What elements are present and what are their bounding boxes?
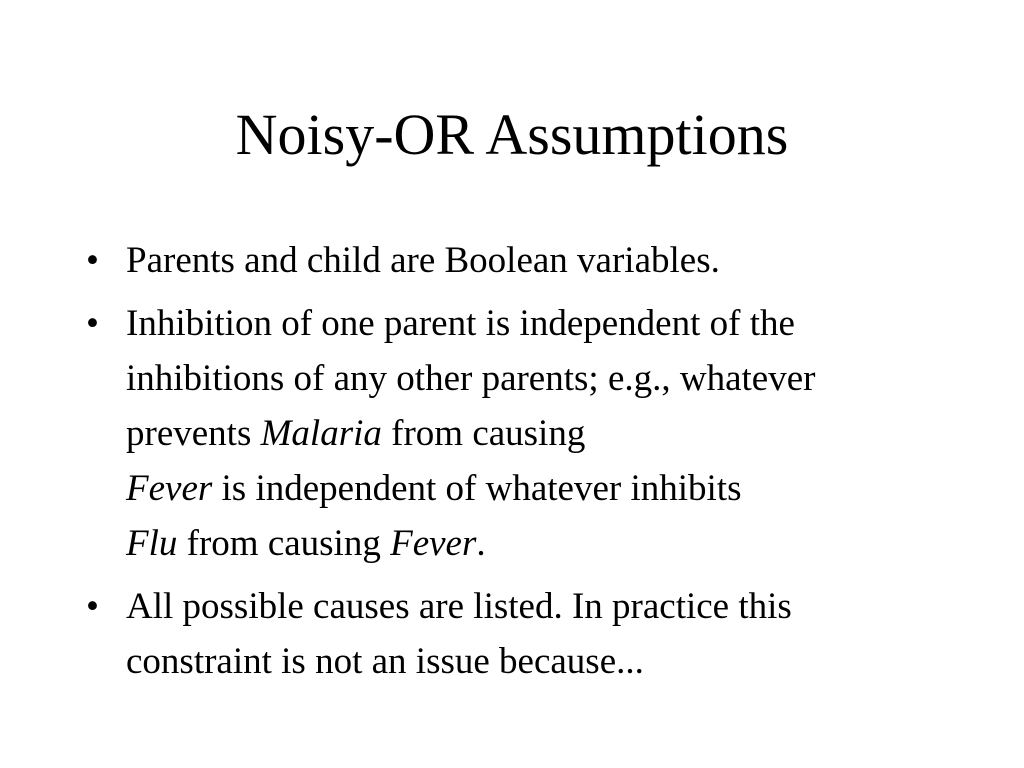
bullet-text xyxy=(126,579,896,689)
bullet-text xyxy=(126,296,896,571)
text-segment: All possible causes are listed. In practice this constraint is not an issue because... xyxy=(126,586,792,682)
italic-term-fever: Fever xyxy=(390,523,477,564)
bullet-item xyxy=(86,579,906,689)
bullet-text xyxy=(126,233,896,288)
italic-term-flu: Flu xyxy=(126,523,178,564)
text-segment: Parents and child are Boolean variables. xyxy=(126,240,720,281)
bullet-item xyxy=(86,296,906,571)
text-segment: is independent of whatever inhibits xyxy=(212,468,742,509)
text-segment: from causing xyxy=(177,523,391,564)
text-segment: Inhibition of one parent is independent of the inhibitions of any other parents; e.g., whatever prevents xyxy=(126,303,816,454)
italic-term-malaria: Malaria xyxy=(260,413,382,454)
bullet-item xyxy=(86,233,906,288)
text-segment: from causing xyxy=(381,413,586,454)
bullet-icon: • xyxy=(86,586,99,627)
text-segment: . xyxy=(476,523,486,564)
bullet-list xyxy=(86,233,906,697)
bullet-icon: • xyxy=(86,240,99,281)
italic-term-fever: Fever xyxy=(126,468,213,509)
slide-title: Noisy-OR Assumptions xyxy=(235,102,789,167)
bullet-icon: • xyxy=(86,303,99,344)
